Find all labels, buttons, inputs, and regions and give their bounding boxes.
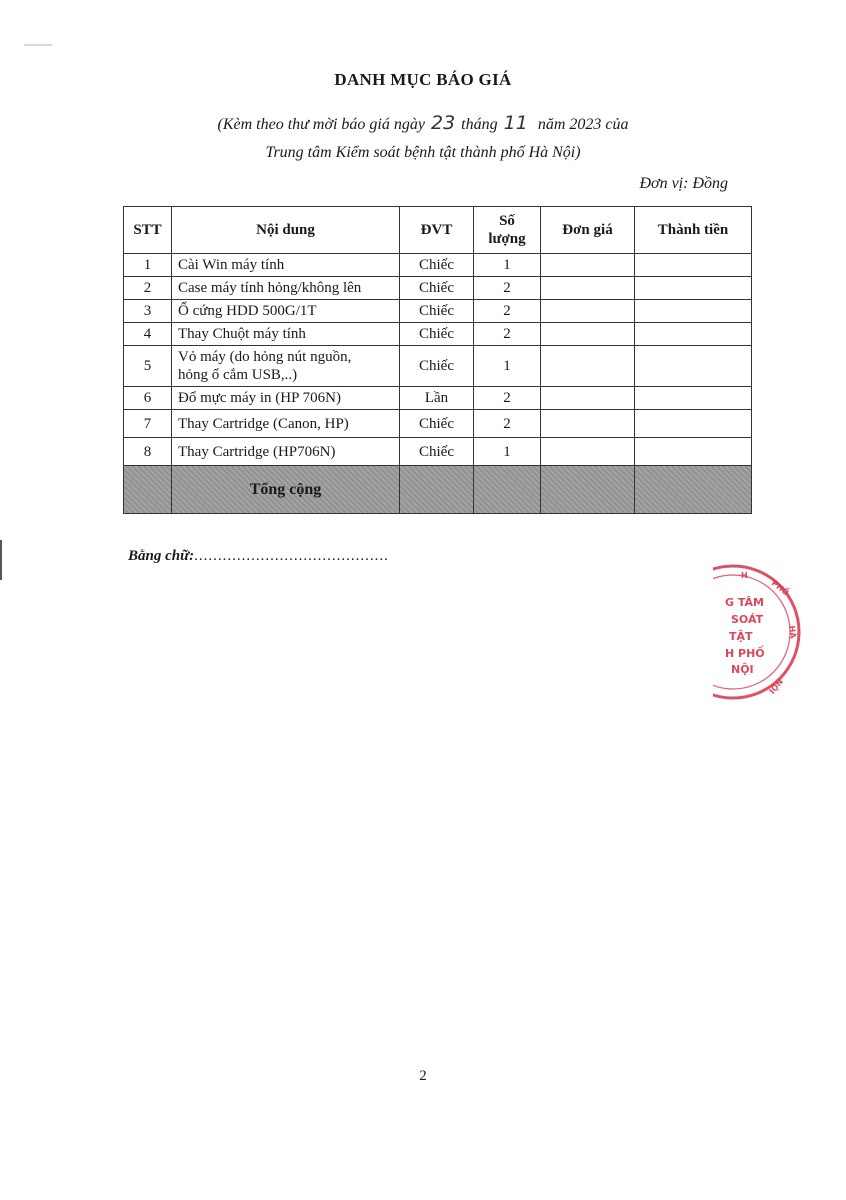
- svg-text:NỘI: NỘI: [731, 663, 754, 676]
- cell-amount: [635, 254, 752, 277]
- header-stt: STT: [124, 207, 172, 254]
- header-amount: Thành tiền: [635, 207, 752, 254]
- total-cell-unit-price: [541, 466, 635, 514]
- total-cell-amount: [635, 466, 752, 514]
- cell-unit: Chiếc: [400, 410, 474, 438]
- table-row: [124, 300, 752, 323]
- cell-stt: 7: [124, 410, 172, 438]
- cell-unit-price: [541, 387, 635, 410]
- cell-unit-price: [541, 277, 635, 300]
- table-total-row: [124, 466, 752, 514]
- cell-content-line2: hỏng ổ cắm USB,..): [178, 367, 298, 383]
- cell-unit: Chiếc: [400, 254, 474, 277]
- cell-content-line1: Vỏ máy (do hỏng nút nguồn,: [178, 349, 352, 365]
- svg-text:G TÂM: G TÂM: [725, 596, 764, 609]
- cell-content: Ổ cứng HDD 500G/1T: [172, 300, 400, 323]
- cell-unit-price: [541, 254, 635, 277]
- amount-in-words-blank: .........................................: [194, 548, 389, 564]
- cell-stt: 1: [124, 254, 172, 277]
- amount-in-words-label: Bằng chữ:: [128, 548, 195, 564]
- cell-unit: Chiếc: [400, 438, 474, 466]
- cell-stt: 5: [124, 346, 172, 387]
- table-row: [124, 387, 752, 410]
- cell-quantity: 1: [474, 438, 541, 466]
- scan-edge-mark: [0, 540, 2, 580]
- subtitle-prefix: (Kèm theo thư mời báo giá ngày: [217, 116, 425, 133]
- header-quantity-line2: lượng: [488, 231, 526, 247]
- subtitle-month-word: tháng: [461, 116, 498, 133]
- table-row: [124, 323, 752, 346]
- cell-quantity: 2: [474, 387, 541, 410]
- header-content: Nội dung: [172, 207, 400, 254]
- cell-content: Thay Cartridge (HP706N): [172, 438, 400, 466]
- cell-content: Thay Cartridge (Canon, HP): [172, 410, 400, 438]
- cell-content: Cài Win máy tính: [172, 254, 400, 277]
- document-title: DANH MỤC BÁO GIÁ: [334, 70, 512, 89]
- cell-amount: [635, 323, 752, 346]
- cell-unit-price: [541, 438, 635, 466]
- svg-text:PHỐ: PHỐ: [769, 578, 791, 598]
- cell-quantity: 1: [474, 346, 541, 387]
- cell-unit: Chiếc: [400, 323, 474, 346]
- cell-stt: 6: [124, 387, 172, 410]
- header-quantity-line1: Số: [499, 213, 515, 229]
- cell-unit-price: [541, 323, 635, 346]
- cell-unit-price: [541, 346, 635, 387]
- cell-unit: Lần: [400, 387, 474, 410]
- cell-stt: 4: [124, 323, 172, 346]
- quotation-table: [123, 206, 752, 514]
- table-header-row: [124, 207, 752, 254]
- cell-content: [172, 346, 400, 387]
- cell-content: Đổ mực máy in (HP 706N): [172, 387, 400, 410]
- handwritten-month: 11: [503, 112, 528, 134]
- table-row: [124, 438, 752, 466]
- cell-unit-price: [541, 410, 635, 438]
- cell-amount: [635, 300, 752, 323]
- total-cell-unit: [400, 466, 474, 514]
- official-seal-stamp: [713, 560, 813, 705]
- cell-stt: 3: [124, 300, 172, 323]
- cell-unit: Chiếc: [400, 346, 474, 387]
- cell-unit: Chiếc: [400, 277, 474, 300]
- subtitle-line-1: [0, 112, 846, 134]
- cell-stt: 8: [124, 438, 172, 466]
- cell-unit: Chiếc: [400, 300, 474, 323]
- cell-amount: [635, 410, 752, 438]
- svg-text:H: H: [741, 571, 748, 580]
- handwritten-day: 23: [430, 112, 456, 134]
- cell-amount: [635, 438, 752, 466]
- cell-quantity: 2: [474, 323, 541, 346]
- svg-text:TẬT: TẬT: [729, 630, 753, 643]
- total-cell-quantity: [474, 466, 541, 514]
- cell-quantity: 2: [474, 300, 541, 323]
- amount-in-words: [128, 548, 389, 565]
- header-unit: ĐVT: [400, 207, 474, 254]
- cell-quantity: 2: [474, 410, 541, 438]
- total-cell-stt: [124, 466, 172, 514]
- cell-unit-price: [541, 300, 635, 323]
- table-row: [124, 410, 752, 438]
- svg-text:HÀ: HÀ: [787, 625, 798, 640]
- header-unit-price: Đơn giá: [541, 207, 635, 254]
- cell-amount: [635, 277, 752, 300]
- cell-stt: 2: [124, 277, 172, 300]
- svg-text:NỘI: NỘI: [766, 676, 785, 696]
- cell-amount: [635, 346, 752, 387]
- header-quantity: [474, 207, 541, 254]
- subtitle-line-2: Trung tâm Kiểm soát bệnh tật thành phố Hà Nội): [265, 144, 581, 161]
- seal-graphic: [713, 560, 813, 705]
- scan-artifact: [24, 44, 52, 46]
- cell-content: Case máy tính hỏng/không lên: [172, 277, 400, 300]
- currency-unit-note: Đơn vị: Đồng: [639, 175, 728, 192]
- cell-content: Thay Chuột máy tính: [172, 323, 400, 346]
- cell-quantity: 1: [474, 254, 541, 277]
- svg-text:H PHỐ: H PHỐ: [725, 647, 765, 660]
- table-row: [124, 254, 752, 277]
- cell-quantity: 2: [474, 277, 541, 300]
- subtitle-suffix: năm 2023 của: [537, 116, 629, 133]
- svg-text:SOÁT: SOÁT: [731, 613, 764, 626]
- total-label: Tổng cộng: [172, 466, 400, 514]
- table-row: [124, 346, 752, 387]
- page-number: 2: [419, 1068, 427, 1084]
- table-row: [124, 277, 752, 300]
- cell-amount: [635, 387, 752, 410]
